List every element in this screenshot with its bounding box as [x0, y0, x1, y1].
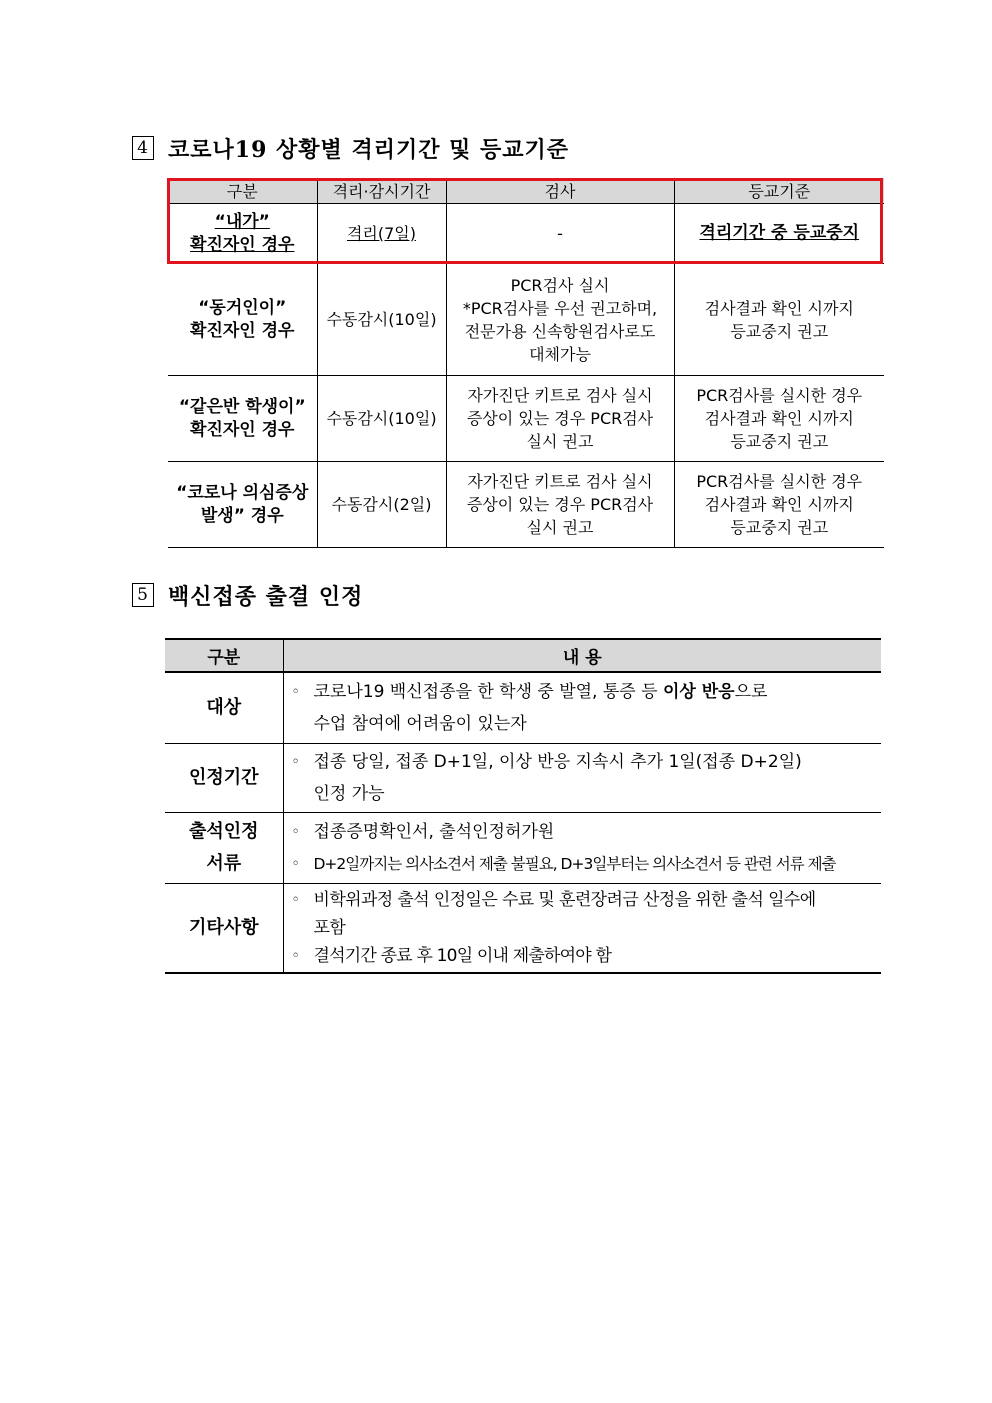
- section5-number: 5: [132, 583, 154, 607]
- header-criteria: 등교기준: [674, 178, 884, 204]
- row-content: [283, 743, 881, 812]
- table-header-row: [168, 178, 884, 204]
- bullet-icon: ◦: [291, 683, 300, 700]
- row-period: 수동감시(10일): [317, 376, 446, 462]
- category-line: 발생” 경우: [200, 505, 284, 526]
- bullet-bold-text: 이상 반응: [662, 681, 735, 702]
- test-line: 대체가능: [529, 344, 591, 364]
- bullet-icon: ◦: [291, 753, 300, 770]
- criteria-line: PCR검사를 실시한 경우: [696, 472, 863, 491]
- header-category: 구분: [165, 639, 283, 672]
- test-line: -: [557, 224, 563, 243]
- row-criteria: [674, 462, 884, 548]
- criteria-line: 등교중지 권고: [730, 518, 829, 537]
- row-content: [283, 672, 881, 743]
- table-row: [165, 812, 881, 883]
- test-line: 실시 권고: [526, 518, 594, 537]
- vaccine-attendance-table: [165, 638, 881, 974]
- test-line: 자가진단 키트로 검사 실시: [467, 472, 653, 491]
- header-content: 내 용: [283, 639, 881, 672]
- row-category: [168, 376, 317, 462]
- bullet-icon: ◦: [291, 823, 300, 840]
- isolation-table: [168, 178, 884, 548]
- row-label: 대상: [165, 672, 283, 743]
- test-line: PCR검사 실시: [510, 275, 610, 295]
- row-period: 수동감시(2일): [317, 462, 446, 548]
- criteria-line: 검사결과 확인 시까지: [704, 298, 854, 318]
- table-header-row: [165, 639, 881, 672]
- table-row: [168, 376, 884, 462]
- row-test: [446, 462, 674, 548]
- header-category: 구분: [168, 178, 317, 204]
- test-line: 전문가용 신속항원검사로도: [464, 321, 656, 341]
- criteria-line: 검사결과 확인 시까지: [704, 495, 854, 514]
- bullet-item: [292, 816, 874, 848]
- bullet-text: D+2일까지는 의사소견서 제출 불필요, D+3일부터는 의사소견서 등 관련 서류 제출: [313, 854, 836, 873]
- table-row: [165, 672, 881, 743]
- bullet-text: 으로: [734, 681, 768, 702]
- bullet-item: [292, 746, 874, 810]
- bullet-text: 비학위과정 출석 인정일은 수료 및 훈련장려금 산정을 위한 출석 일수에: [313, 889, 816, 910]
- bullet-icon: ◦: [291, 947, 299, 964]
- row-criteria: [674, 264, 884, 376]
- bullet-text: 코로나19 백신접종을 한 학생 중 발열, 통증 등: [313, 681, 663, 702]
- test-line: 자가진단 키트로 검사 실시: [467, 386, 653, 405]
- bullet-text: 접종증명확인서, 출석인정허가원: [313, 821, 555, 842]
- section5-title: [132, 580, 363, 610]
- bullet-item: [292, 942, 874, 970]
- criteria-line: 등교중지 권고: [730, 432, 829, 451]
- row-category: [168, 204, 317, 264]
- section4-title: [132, 133, 569, 163]
- row-test: [446, 376, 674, 462]
- test-line: 실시 권고: [526, 432, 594, 451]
- category-line: “같은반 학생이”: [178, 396, 306, 417]
- table-row: [168, 462, 884, 548]
- bullet-text: 포함: [313, 917, 346, 938]
- bullet-text: 결석기간 종료 후 10일 이내 제출하여야 함: [313, 945, 612, 966]
- table-row: [168, 204, 884, 264]
- row-category: [168, 264, 317, 376]
- category-line: 확진자인 경우: [190, 234, 295, 255]
- row-content: [283, 812, 881, 883]
- test-line: 증상이 있는 경우 PCR검사: [466, 409, 654, 428]
- bullet-text: 접종 당일, 접종 D+1일, 이상 반응 지속시 추가 1일(접종 D+2일): [313, 751, 802, 772]
- header-period: 격리·감시기간: [317, 178, 446, 204]
- criteria-line: 등교중지 권고: [730, 321, 829, 341]
- criteria-line: 검사결과 확인 시까지: [704, 409, 854, 428]
- row-period: 수동감시(10일): [317, 264, 446, 376]
- section5-title-text: 백신접종 출결 인정: [168, 583, 364, 610]
- header-test: 검사: [446, 178, 674, 204]
- table-row: [165, 883, 881, 973]
- row-period: [317, 204, 446, 264]
- test-line: 증상이 있는 경우 PCR검사: [466, 495, 654, 514]
- bullet-icon: ◦: [291, 891, 300, 908]
- period-text: 격리(7일): [346, 224, 417, 243]
- row-label: 인정기간: [165, 743, 283, 812]
- row-criteria: [674, 376, 884, 462]
- test-line: *PCR검사를 우선 권고하며,: [462, 298, 658, 318]
- row-category: [168, 462, 317, 548]
- label-line: 출석인정: [188, 820, 259, 842]
- bullet-icon: ◦: [291, 855, 299, 872]
- bullet-item: [292, 848, 874, 880]
- section4-title-text: 코로나19 상황별 격리기간 및 등교기준: [168, 136, 570, 163]
- row-content: [283, 883, 881, 973]
- bullet-text: 수업 참여에 어려움이 있는자: [313, 713, 527, 734]
- criteria-line: PCR검사를 실시한 경우: [696, 386, 863, 405]
- bullet-item: [292, 886, 874, 942]
- category-line: 확진자인 경우: [190, 419, 295, 440]
- criteria-line: 격리기간 중 등교중지: [699, 223, 860, 243]
- category-line: “동거인이”: [198, 297, 287, 318]
- section4-number: 4: [132, 136, 154, 160]
- label-line: 서류: [206, 852, 242, 874]
- category-line: “내가”: [214, 211, 270, 232]
- category-line: “코로나 의심증상: [176, 482, 309, 503]
- table-row: [165, 743, 881, 812]
- row-criteria: [674, 204, 884, 264]
- row-test: [446, 264, 674, 376]
- bullet-item: [292, 676, 874, 740]
- category-line: 확진자인 경우: [190, 320, 295, 341]
- row-test: [446, 204, 674, 264]
- table-row: [168, 264, 884, 376]
- row-label: [165, 812, 283, 883]
- bullet-text: 인정 가능: [313, 783, 385, 804]
- row-label: 기타사항: [165, 883, 283, 973]
